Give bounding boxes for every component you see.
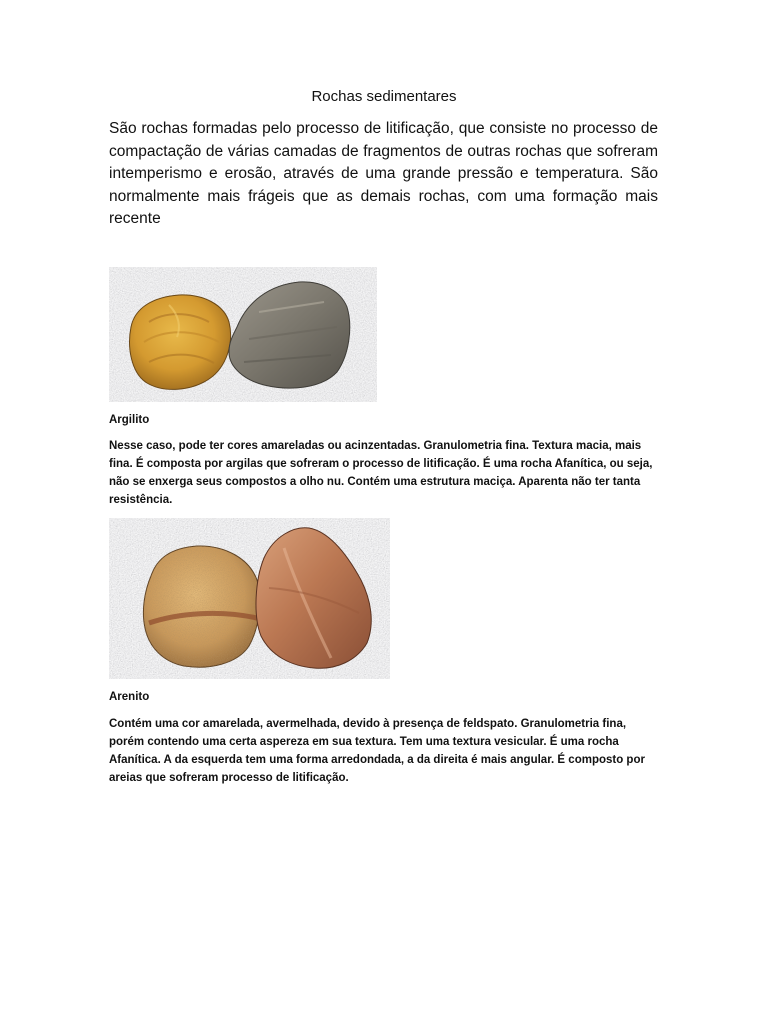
rock-name-arenito: Arenito xyxy=(109,691,150,703)
rock-description-argilito: Nesse caso, pode ter cores amareladas ou acinzentadas. Granulometria fina. Textura macia, mais fina. É composta por argilas que sofreram o processo de litificação. É uma rocha Afanítica, ou seja, não se enxerga seus compostos a olho nu. Contém uma estrutura maciça. Aparenta não ter tanta resistência. xyxy=(109,440,653,506)
intro-paragraph: São rochas formadas pelo processo de litificação, que consiste no processo de compactação de várias camadas de fragmentos de outras rochas que sofreram intemperismo e erosão, através de uma grande pressão e temperatura. São normalmente mais frágeis que as demais rochas, com uma formação mais recente xyxy=(109,120,658,227)
rock-description-arenito: Contém uma cor amarelada, avermelhada, devido à presença de feldspato. Granulometria fina, porém contendo uma certa aspereza em sua textura. Tem uma textura vesicular. É uma rocha Afanítica. A da esquerda tem uma forma arredondada, a da direita é mais angular. É composto por areias que sofreram processo de litificação. xyxy=(109,718,645,784)
arenito-photo xyxy=(109,518,390,679)
rock-name-argilito: Argilito xyxy=(109,414,150,426)
page-title: Rochas sedimentares xyxy=(311,88,457,105)
argilito-photo xyxy=(109,267,377,402)
